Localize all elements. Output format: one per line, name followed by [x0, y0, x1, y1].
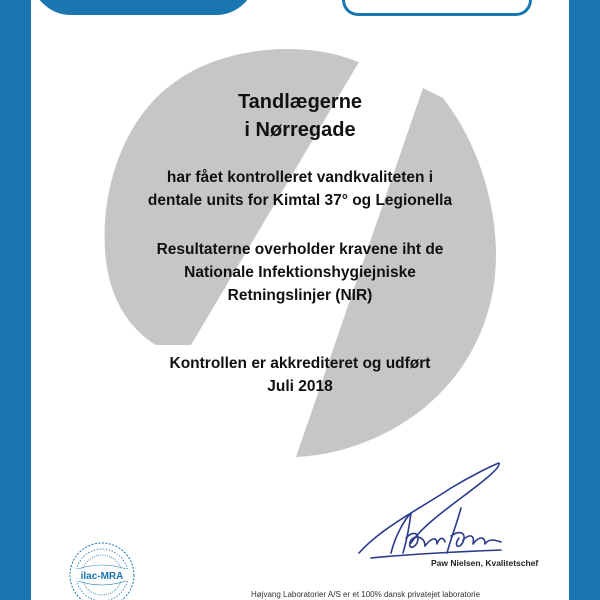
accreditation-paragraph: [31, 352, 569, 398]
svg-text:ilac-MRA: ilac-MRA: [80, 571, 124, 582]
compliance-line-1: Resultaterne overholder kravene iht de: [156, 241, 444, 258]
certificate-page: [31, 0, 569, 600]
handwritten-signature: [351, 458, 511, 563]
compliance-line-3: Retningslinjer (NIR): [227, 287, 373, 304]
statement-line-1: har fået kontrolleret vandkvaliteten i: [166, 169, 434, 186]
statement-paragraph: [31, 166, 569, 212]
compliance-paragraph: [31, 238, 569, 307]
accreditation-date: Juli 2018: [267, 378, 333, 395]
statement-line-2: dentale units for Kimtal 37° og Legionella: [147, 192, 453, 209]
footer-text: Højvang Laboratorier A/S er et 100% dansk privatejet laboratorie: [251, 590, 481, 599]
recipient-line-2: i Nørregade: [244, 119, 356, 141]
signer-name: Paw Nielsen, Kvalitetschef: [431, 558, 539, 568]
accreditation-line-1: Kontrollen er akkrediteret og udført: [169, 355, 431, 372]
recipient-line-1: Tandlægerne: [237, 91, 363, 113]
compliance-line-2: Nationale Infektionshygiejniske: [184, 264, 416, 281]
recipient-title: [31, 88, 569, 144]
ilac-mra-logo: [67, 540, 137, 600]
